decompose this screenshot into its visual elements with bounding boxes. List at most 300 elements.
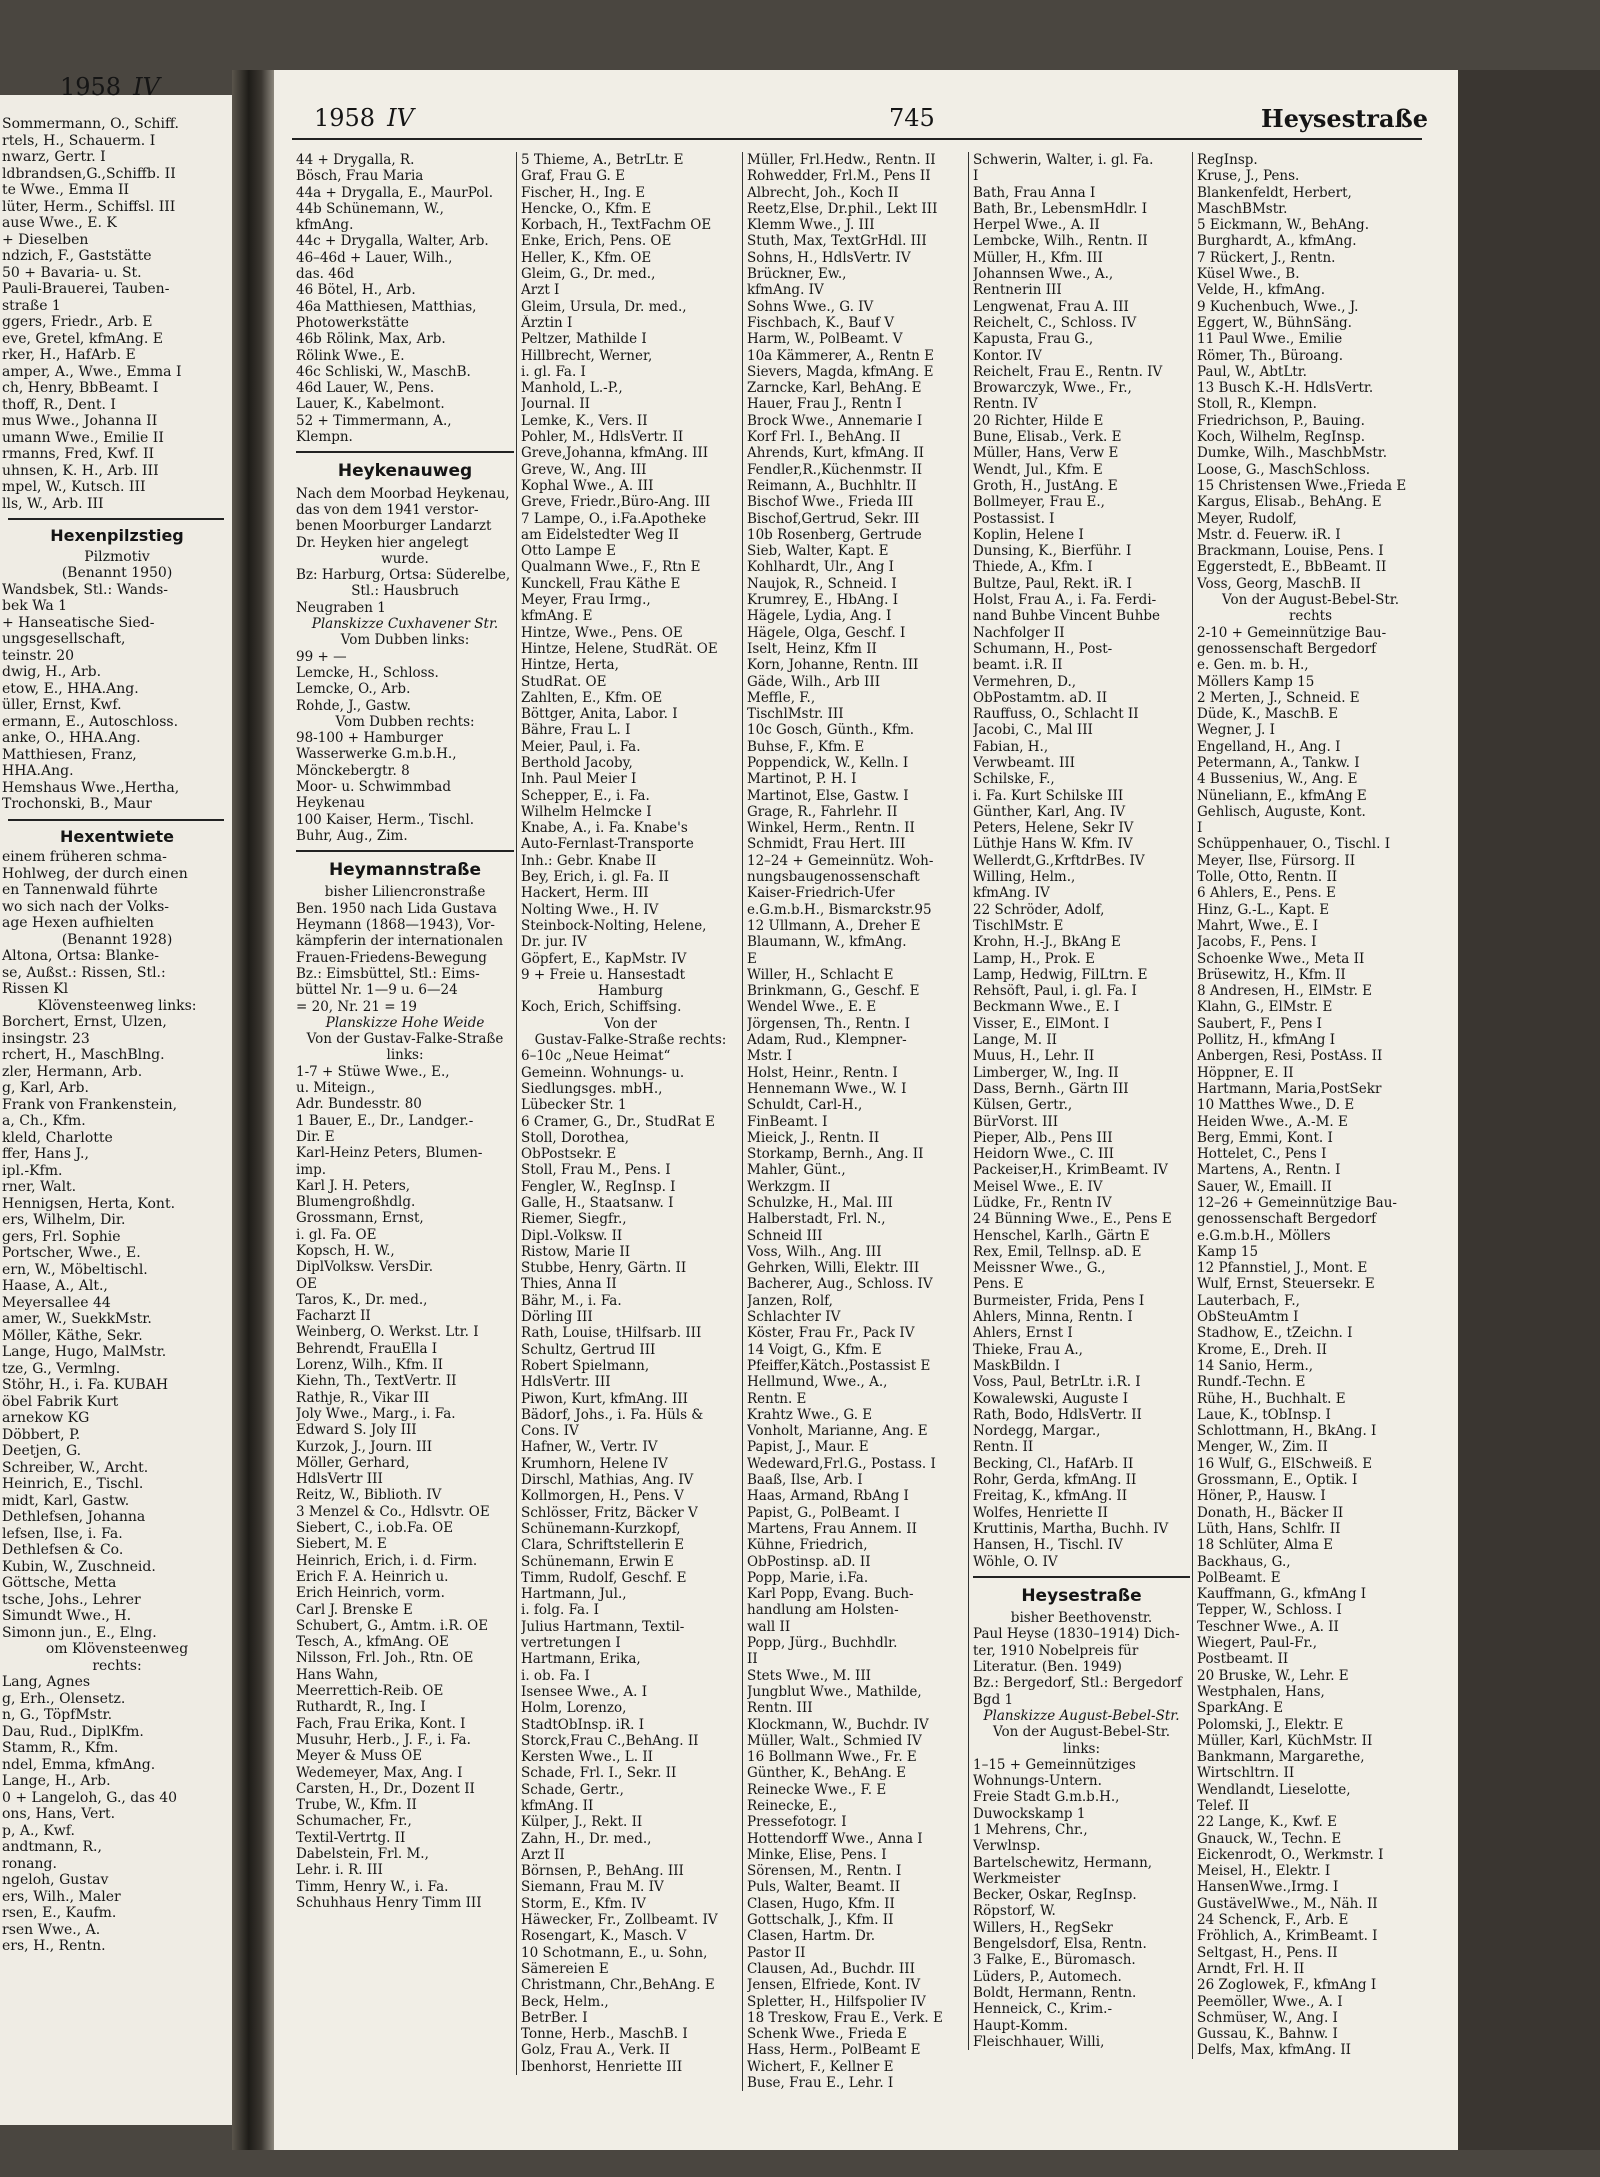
- left-entry-line: straße 1: [2, 297, 61, 314]
- directory-entry: kfmAng. E: [521, 608, 593, 625]
- directory-entry: Von der Gustav-Falke-Straße: [306, 1031, 504, 1048]
- directory-entry: i. gl. Fa. OE: [296, 1226, 377, 1243]
- directory-entry: Reetz,Else, Dr.phil., Lekt III: [747, 200, 938, 217]
- directory-entry: Karl-Heinz Peters, Blumen-: [296, 1145, 483, 1162]
- directory-entry: 12–24 + Gemeinnütz. Woh-: [747, 852, 934, 869]
- left-entry-line: Lange, Hugo, MalMstr.: [2, 1344, 167, 1360]
- directory-entry: Edward S. Joly III: [296, 1422, 417, 1439]
- directory-entry: Fendler,R.,Küchenmstr. II: [747, 461, 923, 478]
- directory-entry: StudRat. OE: [521, 673, 607, 690]
- directory-entry: Martinot, Else, Gastw. I: [747, 787, 909, 804]
- directory-entry: Jacobi, C., Mal III: [973, 722, 1093, 739]
- directory-entry: Puls, Walter, Beamt. II: [747, 1879, 901, 1896]
- directory-entry: Eickenrodt, O., Werkmstr. I: [1197, 1846, 1384, 1863]
- directory-entry: Nordegg, Margar.,: [973, 1423, 1101, 1440]
- directory-entry: Lengwenat, Frau A. III: [973, 298, 1129, 315]
- directory-entry: Kruse, J., Pens.: [1197, 168, 1300, 185]
- directory-entry: Külsen, Gertr.,: [973, 1097, 1073, 1114]
- left-entry-line: Borchert, Ernst, Ulzen,: [2, 1014, 167, 1030]
- directory-entry: Börnsen, P., BehAng. III: [521, 1863, 684, 1880]
- left-entry-line: Schreiber, W., Archt.: [2, 1459, 149, 1476]
- directory-entry: Brinkmann, G., Geschf. E: [747, 983, 920, 1000]
- directory-entry: Bz.: Bergedorf, Stl.: Bergedorf: [973, 1675, 1182, 1692]
- directory-entry: Fischer, H., Ing. E: [521, 184, 646, 201]
- directory-entry: Kurzok, J., Journ. III: [296, 1438, 433, 1455]
- directory-entry: 18 Schlüter, Alma E: [1197, 1537, 1334, 1554]
- directory-entry: Lauer, K., Kabelmont.: [296, 396, 445, 413]
- directory-entry: Meerrettich-Reib. OE: [296, 1683, 444, 1700]
- directory-entry: Fröhlich, A., KrimBeamt. I: [1197, 1928, 1378, 1945]
- directory-entry: Peltzer, Mathilde I: [521, 331, 647, 348]
- directory-entry: Donath, H., Bäcker II: [1197, 1504, 1344, 1521]
- directory-entry: Wiegert, Paul-Fr.,: [1197, 1635, 1318, 1652]
- left-entry-line: rner, Walt.: [2, 1179, 77, 1195]
- directory-entry: Koch, Wilhelm, RegInsp.: [1197, 429, 1366, 446]
- left-entry-line: age Hexen aufhielten: [2, 915, 154, 931]
- left-entry-line: rechts:: [92, 1657, 142, 1674]
- directory-entry: Teschner Wwe., A. II: [1197, 1618, 1339, 1635]
- left-entry-line: rker, H., HafArb. E: [2, 347, 136, 363]
- directory-entry: 1 Mehrens, Chr.,: [973, 1821, 1088, 1838]
- directory-entry: Lüth, Hans, Schlfr. II: [1197, 1520, 1341, 1537]
- directory-entry: Limberger, W., Ing. II: [973, 1064, 1119, 1081]
- directory-entry: Schenk Wwe., Frieda E: [747, 2026, 907, 2043]
- directory-entry: Wöhle, O. IV: [973, 1553, 1058, 1570]
- directory-entry: Grage, R., Fahrlehr. II: [747, 803, 898, 820]
- directory-entry: 9 + Freie u. Hansestadt: [521, 966, 686, 983]
- directory-entry: Korn, Johanne, Rentn. III: [747, 657, 919, 674]
- directory-entry: i. folg. Fa. I: [521, 1602, 599, 1619]
- left-entry-line: Deetjen, G.: [2, 1443, 82, 1459]
- directory-entry: Becking, Cl., HafArb. II: [973, 1455, 1134, 1472]
- directory-entry: Loose, G., MaschSchloss.: [1197, 461, 1371, 478]
- directory-entry: Petermann, A., Tankw. I: [1197, 754, 1360, 771]
- left-entry-line: öbel Fabrik Kurt: [2, 1393, 119, 1410]
- directory-entry: Stl.: Hausbruch: [351, 583, 459, 600]
- directory-entry: Haas, Armand, RbAng I: [747, 1488, 909, 1505]
- directory-entry: Joly Wwe., Marg., i. Fa.: [296, 1405, 456, 1422]
- directory-entry: Pfeiffer,Kätch.,Postassist E: [747, 1357, 931, 1374]
- directory-entry: Heymann (1868—1943), Vor-: [296, 917, 495, 934]
- directory-entry: Weinberg, O. Werkst. Ltr. I: [296, 1324, 479, 1341]
- directory-entry: Paul Heyse (1830–1914) Dich-: [973, 1626, 1180, 1643]
- directory-entry: Postassist. I: [973, 510, 1055, 527]
- directory-entry: Jungblut Wwe., Mathilde,: [747, 1683, 922, 1700]
- directory-entry: Burmeister, Frida, Pens I: [973, 1292, 1145, 1309]
- directory-entry: 1–15 + Gemeinnütziges: [973, 1756, 1136, 1773]
- directory-entry: 8 Andresen, H., ElMstr. E: [1197, 983, 1373, 1000]
- directory-entry: kfmAng. II: [521, 1797, 594, 1814]
- left-entry-line: gers, Frl. Sophie: [2, 1228, 121, 1245]
- directory-entry: Greve,Johanna, kfmAng. III: [521, 445, 709, 462]
- directory-entry: Muus, H., Lehr. II: [973, 1048, 1095, 1065]
- left-entry-line: einem früheren schma-: [2, 849, 167, 865]
- directory-entry: bisher Beethovenstr.: [1010, 1610, 1153, 1627]
- left-entry-line: teinstr. 20: [2, 647, 75, 664]
- directory-entry: Peemöller, Wwe., A. I: [1197, 1993, 1343, 2010]
- directory-entry: Hintze, Wwe., Pens. OE: [521, 624, 683, 641]
- directory-entry: Kaiser-Friedrich-Ufer: [747, 885, 895, 902]
- directory-entry: am Eidelstedter Weg II: [521, 526, 679, 543]
- directory-entry: Karl Popp, Evang. Buch-: [747, 1586, 914, 1603]
- directory-entry: Schade, Frl. I., Sekr. II: [521, 1765, 677, 1782]
- directory-entry: Adam, Rud., Klempner-: [747, 1032, 907, 1049]
- directory-entry: Willers, H., RegSekr: [973, 1919, 1113, 1936]
- left-entry-line: Rissen Kl: [2, 981, 69, 997]
- header-year-volume: [314, 104, 414, 132]
- left-entry-line: (Benannt 1928): [61, 931, 173, 948]
- left-entry-line: Matthiesen, Franz,: [2, 746, 137, 763]
- directory-entry: 4 Bussenius, W., Ang. E: [1197, 771, 1358, 788]
- directory-entry: Inh. Paul Meier I: [521, 771, 637, 788]
- directory-entry: Dr. Heyken hier angelegt: [296, 534, 469, 551]
- directory-entry: Müller, Frl.Hedw., Rentn. II: [747, 152, 936, 168]
- directory-entry: Höner, P., Hausw. I: [1197, 1488, 1326, 1505]
- directory-entry: Wedeward,Frl.G., Postass. I: [747, 1455, 936, 1472]
- directory-entry: Wegner, J. I: [1197, 722, 1275, 739]
- directory-entry: Friedrichson, P., Bauing.: [1197, 412, 1365, 429]
- left-entry-line: Meyersallee 44: [2, 1294, 111, 1311]
- directory-entry: Bz.: Eimsbüttel, Stl.: Eims-: [296, 965, 480, 982]
- left-entry-line: ons, Hans, Vert.: [2, 1806, 116, 1822]
- left-entry-line: ers, H., Rentn.: [2, 1938, 106, 1954]
- directory-entry: Bollmeyer, Frau E.,: [973, 494, 1105, 511]
- directory-entry: MaschBMstr.: [1197, 200, 1288, 217]
- directory-entry: Rentn. IV: [973, 396, 1038, 413]
- directory-entry: Delfs, Max, kfmAng. II: [1197, 2042, 1352, 2059]
- directory-entry: 15 Christensen Wwe.,Frieda E: [1197, 477, 1407, 494]
- directory-entry: Hackert, Herm. III: [521, 885, 649, 902]
- directory-entry: Dabelstein, Frl. M.,: [296, 1845, 429, 1862]
- page-header: [314, 104, 1428, 136]
- left-entry-line: bek Wa 1: [2, 598, 68, 614]
- directory-entry: Winkel, Herm., Rentn. II: [747, 820, 915, 837]
- left-entry-line: p, A., Kwf.: [2, 1822, 75, 1839]
- directory-entry: Müller, H., Kfm. III: [973, 249, 1103, 266]
- directory-entry: Fleischhauer, Willi,: [973, 2033, 1105, 2050]
- left-entry-line: umann Wwe., Emilie II: [2, 429, 164, 446]
- directory-entry: genossenschaft Bergedorf: [1197, 640, 1377, 657]
- directory-entry: Verwbeamt. III: [973, 754, 1075, 771]
- directory-entry: Jörgensen, Th., Rentn. I: [747, 1015, 910, 1032]
- directory-entry: Günther, Karl, Ang. IV: [973, 803, 1126, 820]
- directory-entry: Arzt II: [521, 1846, 565, 1863]
- directory-entry: Von der August-Bebel-Str.: [992, 1724, 1171, 1741]
- directory-entry: ObPostsekr. E: [521, 1146, 617, 1163]
- directory-entry: Planskizze August-Bebel-Str.: [983, 1707, 1180, 1724]
- directory-entry: Hägele, Lydia, Ang. I: [747, 608, 892, 625]
- directory-entry: Bengelsdorf, Elsa, Rentn.: [973, 1936, 1147, 1953]
- directory-entry: Blankenfeldt, Herbert,: [1197, 184, 1352, 201]
- directory-entry: Ahlers, Minna, Rentn. I: [973, 1309, 1133, 1326]
- directory-entry: Dass, Bernh., Gärtn III: [973, 1080, 1129, 1097]
- directory-entry: Anbergen, Resi, PostAss. II: [1197, 1048, 1383, 1065]
- directory-entry: Knabe, A., i. Fa. Knabe's: [521, 820, 688, 837]
- directory-entry: Tonne, Herb., MaschB. I: [521, 2026, 688, 2043]
- left-entry-line: Simundt Wwe., H.: [2, 1608, 132, 1624]
- directory-entry: RegInsp.: [1197, 152, 1258, 168]
- left-entry-line: Simonn jun., E., Elng.: [2, 1624, 157, 1641]
- directory-entry: Henneick, C., Krim.-: [973, 2001, 1113, 2018]
- directory-entry: Karl J. H. Peters,: [296, 1177, 411, 1194]
- left-entry-line: arnekow KG: [2, 1410, 90, 1426]
- directory-entry: 14 Sanio, Herm.,: [1197, 1357, 1314, 1374]
- directory-entry: Siedlungsges. mbH.,: [521, 1080, 663, 1097]
- directory-entry: Bankmann, Margarethe,: [1197, 1749, 1365, 1766]
- directory-entry: Mieick, J., Rentn. II: [747, 1129, 880, 1146]
- directory-entry: Telef. II: [1197, 1797, 1250, 1814]
- directory-entry: Külper, J., Rekt. II: [521, 1814, 643, 1831]
- directory-entry: 100 Kaiser, Herm., Tischl.: [296, 811, 474, 828]
- directory-entry: Vom Dubben links:: [340, 632, 470, 649]
- directory-entry: BetrBer. I: [521, 2009, 588, 2026]
- directory-entry: Musuhr, Herb., J. F., i. Fa.: [296, 1731, 471, 1748]
- directory-entry: 44a + Drygalla, E., MaurPol.: [296, 184, 494, 201]
- directory-entry: Erich F. A. Heinrich u.: [296, 1568, 449, 1585]
- directory-entry: Werkzgm. II: [747, 1178, 831, 1195]
- directory-entry: links:: [1063, 1740, 1100, 1757]
- directory-entry: Meissner Wwe., G.,: [973, 1260, 1106, 1277]
- directory-entry: nungsbaugenossenschaft: [747, 869, 920, 886]
- directory-entry: ObPostinsp. aD. II: [747, 1553, 871, 1570]
- directory-entry: Hans Wahn,: [296, 1666, 379, 1683]
- directory-entry: 44b Schünemann, W.,: [296, 200, 444, 217]
- directory-entry: 7 Rückert, J., Rentn.: [1197, 249, 1336, 266]
- directory-entry: Kohlhardt, Ulr., Ang I: [747, 559, 894, 576]
- directory-entry: Storck,Frau C.,BehAng. II: [521, 1732, 699, 1749]
- directory-entry: Bösch, Frau Maria: [296, 168, 424, 185]
- directory-entry: Werkmeister: [973, 1870, 1061, 1887]
- directory-entry: Tesch, A., kfmAng. OE: [296, 1634, 449, 1651]
- directory-entry: Reinecke, E.,: [747, 1797, 837, 1814]
- directory-entry: Duwockskamp 1: [973, 1805, 1086, 1822]
- directory-entry: 10 Matthes Wwe., D. E: [1197, 1097, 1355, 1114]
- directory-entry: Spletter, H., Hilfspolier IV: [747, 1993, 926, 2010]
- directory-entry: Nolting Wwe., H. IV: [521, 901, 659, 918]
- directory-entry: kfmAng. IV: [973, 885, 1050, 902]
- left-entry-line: rtels, H., Schauerm. I: [2, 132, 156, 149]
- directory-entry: Hartmann, Maria,PostSekr: [1197, 1080, 1382, 1097]
- left-entry-line: HHA.Ang.: [2, 763, 74, 779]
- left-street-title: Hexenpilzstieg: [50, 528, 184, 545]
- directory-entry: Häwecker, Fr., Zollbeamt. IV: [521, 1912, 718, 1929]
- directory-entry: Hansen, H., Tischl. IV: [973, 1537, 1123, 1554]
- directory-entry: Pressefotogr. I: [747, 1814, 847, 1831]
- directory-entry: Bähr, M., i. Fa.: [521, 1292, 622, 1309]
- directory-entry: Browarczyk, Wwe., Fr.,: [973, 380, 1132, 397]
- directory-entry: vertretungen I: [521, 1635, 621, 1652]
- directory-entry: GustävelWwe., M., Näh. II: [1197, 1895, 1378, 1912]
- directory-entry: Buhse, F., Kfm. E: [747, 738, 865, 755]
- header-volume: IV: [387, 104, 414, 132]
- directory-entry: Clausen, Ad., Buchdr. III: [747, 1960, 915, 1977]
- directory-entry: Bgd 1: [973, 1691, 1014, 1708]
- directory-entry: 24 Schenck, F., Arb. E: [1197, 1912, 1349, 1929]
- header-rule: [292, 138, 1422, 140]
- directory-entry: Von der: [604, 1015, 657, 1032]
- left-entry-line: anke, O., HHA.Ang.: [2, 730, 141, 746]
- directory-entry: Lorenz, Wilh., Kfm. II: [296, 1357, 443, 1374]
- directory-entry: Kontor. IV: [973, 347, 1042, 364]
- directory-entry: Heykenau: [296, 795, 365, 812]
- left-entry-line: Stamm, R., Kfm.: [2, 1740, 119, 1756]
- left-entry-line: kleld, Charlotte: [2, 1129, 113, 1146]
- directory-entry: Galle, H., Staatsanw. I: [521, 1195, 674, 1211]
- directory-entry: i. ob. Fa. I: [521, 1667, 590, 1684]
- directory-entry: Popp, Jürg., Buchhdlr.: [747, 1635, 898, 1652]
- directory-entry: 7 Lampe, O., i.Fa.Apotheke: [521, 510, 707, 527]
- directory-entry: Greve, Friedr.,Büro-Ang. III: [521, 494, 711, 511]
- directory-entry: Hottendorff Wwe., Anna I: [747, 1830, 923, 1847]
- directory-entry: I: [1197, 820, 1203, 837]
- directory-entry: Schwerin, Walter, i. gl. Fa.: [973, 152, 1154, 168]
- directory-entry: Qualmann Wwe., F., Rtn E: [521, 559, 701, 576]
- directory-entry: Wendt, Jul., Kfm. E: [973, 461, 1103, 478]
- left-entry-line: thoff, R., Dent. I: [2, 396, 116, 413]
- directory-entry: Sörensen, M., Rentn. I: [747, 1863, 902, 1880]
- directory-entry: Martens, Frau Annem. II: [747, 1520, 917, 1537]
- directory-entry: Photowerkstätte: [296, 314, 409, 331]
- directory-entry: Lamp, Hedwig, FilLtrn. E: [973, 966, 1148, 983]
- directory-entry: Moor- u. Schwimmbad: [296, 778, 451, 795]
- directory-entry: Bune, Elisab., Verk. E: [973, 429, 1122, 446]
- directory-entry: 16 Wulf, G., ElSchweiß. E: [1197, 1455, 1373, 1472]
- directory-entry: Zarncke, Karl, BehAng. E: [747, 380, 922, 397]
- directory-entry: Papist, G., PolBeamt. I: [747, 1504, 900, 1521]
- directory-entry: 24 Bünning Wwe., E., Pens E: [973, 1211, 1172, 1228]
- directory-entry: e.G.m.b.H., Bismarckstr.95: [747, 901, 932, 918]
- directory-entry: Verwlnsp.: [973, 1838, 1041, 1855]
- directory-entry: Rosengart, K., Masch. V: [521, 1928, 687, 1945]
- left-page-column: [0, 116, 232, 1955]
- directory-entry: Boldt, Hermann, Rentn.: [973, 1984, 1137, 2001]
- directory-entry: 44c + Drygalla, Walter, Arb.: [296, 233, 489, 250]
- directory-entry: Wendel Wwe., E. E: [747, 999, 877, 1016]
- directory-entry: Rentn. II: [973, 1439, 1034, 1456]
- directory-entry: DiplVolksw. VersDir.: [296, 1259, 433, 1276]
- left-entry-line: lüter, Herm., Schiffsl. III: [2, 198, 176, 215]
- directory-entry: Brock Wwe., Annemarie I: [747, 412, 923, 429]
- directory-entry: ter, 1910 Nobelpreis für: [973, 1642, 1139, 1659]
- directory-entry: Bähre, Frau L. I: [521, 722, 631, 739]
- left-entry-line: Altona, Ortsa: Blanke-: [2, 948, 160, 964]
- directory-entry: 14 Voigt, G., Kfm. E: [747, 1341, 882, 1358]
- directory-entry: Bädorf, Johs., i. Fa. Hüls &: [521, 1406, 704, 1423]
- left-entry-line: ers, Wilhelm, Dir.: [2, 1212, 126, 1228]
- directory-entry: Voss, Paul, BetrLtr. i.R. I: [973, 1374, 1141, 1391]
- directory-entry: Polomski, J., Elektr. E: [1197, 1716, 1344, 1733]
- directory-entry: 18 Treskow, Frau E., Verk. E: [747, 2009, 943, 2026]
- directory-entry: Clara, Schriftstellerin E: [521, 1537, 685, 1554]
- left-entry-line: amper, A., Wwe., Emma I: [2, 363, 182, 380]
- directory-entry: Lemke, K., Vers. II: [521, 412, 648, 429]
- directory-entry: rechts: [1288, 608, 1333, 625]
- left-entry-line: nwarz, Gertr. I: [2, 149, 106, 165]
- left-entry-line: mus Wwe., Johanna II: [2, 413, 158, 429]
- directory-entry: Hintze, Helene, StudRät. OE: [521, 640, 718, 657]
- directory-entry: 9 Kuchenbuch, Wwe., J.: [1197, 298, 1359, 315]
- directory-entry: Rath, Bodo, HdlsVertr. II: [973, 1406, 1142, 1423]
- directory-entry: wall II: [747, 1618, 791, 1635]
- directory-entry: Lüdke, Fr., Rentn IV: [973, 1195, 1112, 1211]
- directory-entry: e.G.m.b.H., Möllers: [1197, 1227, 1331, 1244]
- directory-entry: Janzen, Rolf,: [747, 1292, 833, 1309]
- directory-entry: Dipl.-Volksw. II: [521, 1227, 623, 1244]
- directory-entry: StadtObInsp. iR. I: [521, 1716, 645, 1733]
- directory-entry: 2-10 + Gemeinnützige Bau-: [1197, 624, 1387, 641]
- left-entry-line: Heinrich, E., Tischl.: [2, 1476, 144, 1492]
- directory-entry: Wolfes, Henriette II: [973, 1504, 1108, 1521]
- directory-entry: Heidorn Wwe., C. III: [973, 1146, 1115, 1163]
- directory-entry: Holst, Heinr., Rentn. I: [747, 1064, 898, 1081]
- directory-entry: Popp, Marie, i.Fa.: [747, 1569, 869, 1586]
- directory-entry: Rathje, R., Vikar III: [296, 1389, 430, 1406]
- directory-entry: Gnauck, W., Techn. E: [1197, 1830, 1342, 1847]
- directory-entry: Thies, Anna II: [521, 1276, 617, 1293]
- directory-entry: i. gl. Fa. I: [521, 363, 586, 380]
- left-entry-line: dwig, H., Arb.: [2, 664, 102, 680]
- directory-entry: Saubert, F., Pens I: [1197, 1015, 1322, 1032]
- directory-entry: Ibenhorst, Henriette III: [521, 2058, 683, 2075]
- street-title-heykenauweg: Heykenauweg: [337, 461, 473, 482]
- directory-entry: Stadhow, E., tZeichn. I: [1197, 1325, 1353, 1342]
- left-entry-line: Haase, A., Alt.,: [2, 1278, 108, 1294]
- left-entry-line: insingstr. 23: [2, 1030, 90, 1047]
- directory-entry: Fengler, W., RegInsp. I: [521, 1178, 676, 1195]
- directory-entry: 44 + Drygalla, R.: [296, 152, 415, 168]
- directory-entry: Kophal Wwe., A. III: [521, 477, 654, 494]
- directory-entry: Hass, Herm., PolBeamt E: [747, 2042, 921, 2059]
- directory-entry: genossenschaft Bergedorf: [1197, 1211, 1377, 1228]
- left-entry-line: ronang.: [2, 1855, 57, 1872]
- directory-entry: Ahrends, Kurt, kfmAng. II: [747, 445, 924, 462]
- directory-entry: Krome, E., Dreh. II: [1197, 1341, 1327, 1358]
- directory-entry: Beck, Helm.,: [521, 1993, 609, 2010]
- directory-entry: Holm, Lorenzo,: [521, 1700, 627, 1717]
- directory-entry: Meyer & Muss OE: [296, 1748, 423, 1765]
- left-entry-line: Pilzmotiv: [84, 548, 150, 565]
- directory-entry: Rohde, J., Gastw.: [296, 697, 411, 714]
- directory-entry: Pohler, M., HdlsVertr. II: [521, 429, 684, 446]
- directory-entry: Inh.: Gebr. Knabe II: [521, 852, 657, 869]
- directory-entry: Neugraben 1: [296, 599, 386, 616]
- directory-entry: Nachfolger II: [973, 624, 1065, 641]
- directory-entry: 46a Matthiesen, Matthias,: [296, 298, 477, 315]
- directory-entry: Stets Wwe., M. III: [747, 1667, 872, 1684]
- directory-entry: Burghardt, A., kfmAng.: [1197, 233, 1357, 250]
- directory-entry: Siebert, M. E: [296, 1536, 387, 1553]
- left-entry-line: Lang, Agnes: [2, 1674, 91, 1690]
- street-title-heymannstrasse: Heymannstraße: [328, 860, 482, 881]
- directory-entry: Clasen, Hartm. Dr.: [747, 1928, 876, 1945]
- directory-entry: Müller, Hans, Verw E: [973, 445, 1119, 462]
- directory-entry: Koch, Erich, Schiffsing.: [521, 999, 682, 1016]
- directory-entry: Korbach, H., TextFachm OE: [521, 217, 712, 234]
- directory-entry: ObSteuAmtm I: [1197, 1309, 1299, 1326]
- directory-entry: Kargus, Elisab., BehAng. E: [1197, 494, 1382, 511]
- directory-entry: Rentn. E: [747, 1390, 807, 1407]
- directory-entry: Göpfert, E., KapMstr. IV: [521, 950, 687, 967]
- directory-entry: Lehr. i. R. III: [296, 1862, 383, 1879]
- directory-entry: Bacherer, Aug., Schloss. IV: [747, 1276, 933, 1293]
- directory-entry: Papist, J., Maur. E: [747, 1439, 869, 1456]
- directory-entry: 22 Lange, K., Kwf. E: [1197, 1814, 1337, 1831]
- directory-entry: Kiehn, Th., TextVertr. II: [296, 1373, 457, 1390]
- directory-entry: Gleim, G., Dr. med.,: [521, 266, 656, 283]
- directory-entry: Heller, K., Kfm. OE: [521, 249, 652, 266]
- directory-entry: Wichert, F., Kellner E: [747, 2058, 894, 2075]
- left-section-rule: [8, 819, 224, 821]
